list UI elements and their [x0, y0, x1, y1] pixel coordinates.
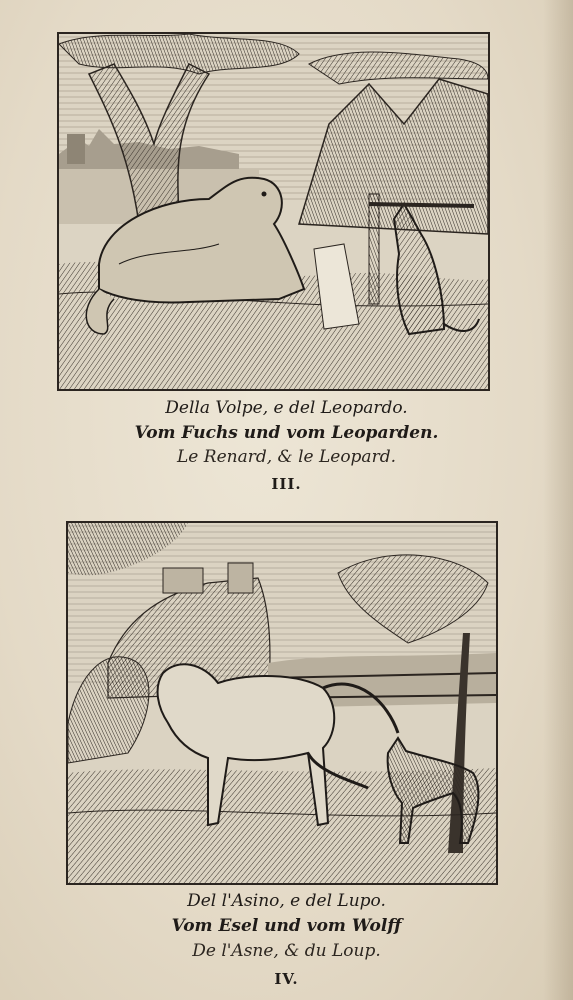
- engraving-fox-and-leopard: [57, 32, 490, 391]
- fable-3-number: III.: [271, 475, 302, 493]
- fable-3-title-german: Vom Fuchs und vom Leoparden.: [134, 423, 439, 443]
- fable-4-title-german: Vom Esel und vom Wolff: [171, 916, 402, 936]
- fable-4-title-italian: Del l'Asino, e del Lupo.: [187, 891, 386, 911]
- fable-4-title-french: De l'Asne, & du Loup.: [192, 941, 381, 961]
- engraving-ass-and-wolf: [66, 521, 498, 885]
- page-edge-shadow: [543, 0, 573, 1000]
- fable-3-title-italian: Della Volpe, e del Leopardo.: [165, 398, 408, 418]
- fable-4-number: IV.: [274, 970, 299, 988]
- engraving-illustration-1: [59, 34, 488, 389]
- engraving-illustration-2: [68, 523, 496, 883]
- fable-3-title-french: Le Renard, & le Leopard.: [177, 447, 396, 467]
